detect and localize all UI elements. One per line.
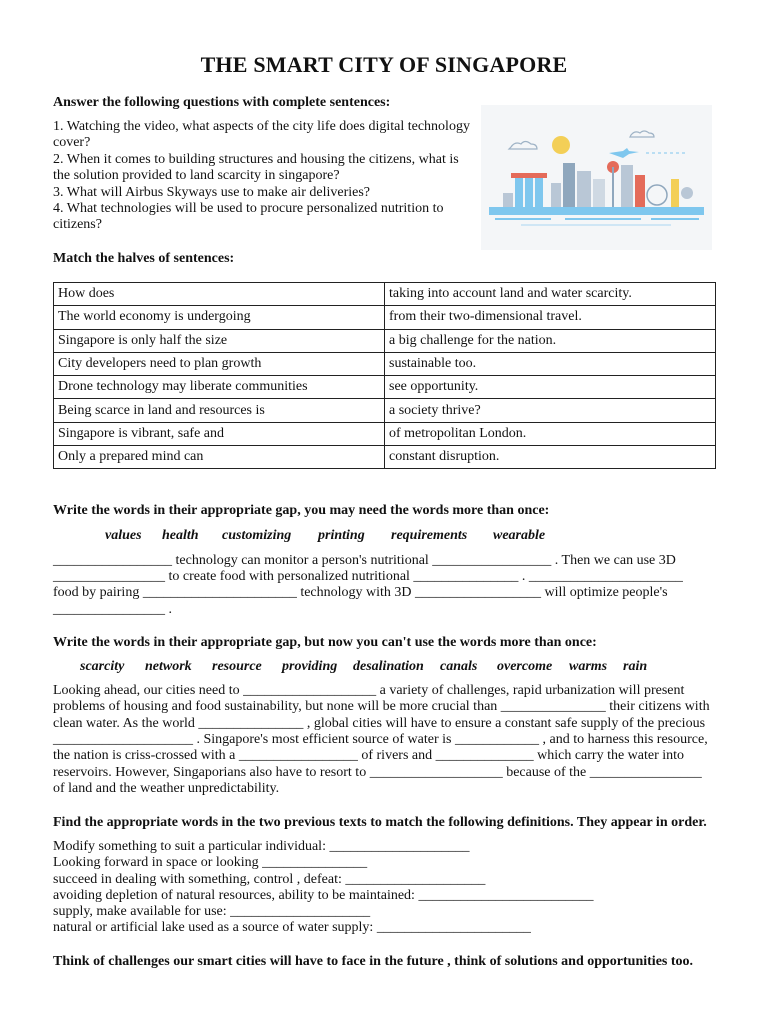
word-bank-item: network <box>145 659 192 674</box>
definition-line: Modify something to suit a particular individual: ____________________ <box>53 839 470 854</box>
definition-line: natural or artificial lake used as a source of water supply: ______________________ <box>53 920 531 935</box>
gap-text-line: Looking ahead, our cities need to ___________________ a variety of challenges, rapid urbanization will present <box>53 683 685 698</box>
word-bank-item: scarcity <box>80 659 125 674</box>
right-half: from their two-dimensional travel. <box>385 306 716 329</box>
left-half: Drone technology may liberate communities <box>54 376 385 399</box>
table-row <box>54 352 716 375</box>
gap-text-line: ____________________ . Singapore's most efficient source of water is ____________ , and to harness this resource, <box>53 732 708 747</box>
gap-text-line: ________________ to create food with personalized nutritional _______________ . ______________________ <box>53 569 683 584</box>
gap-text-line: food by pairing ______________________ technology with 3D __________________ will optimize people's <box>53 585 668 600</box>
gap-text-line: the nation is criss-crossed with a _________________ of rivers and ______________ which carry the water into <box>53 748 685 763</box>
skyline-icon <box>481 105 712 250</box>
right-half: a big challenge for the nation. <box>385 329 716 352</box>
table-row <box>54 329 716 352</box>
question-line: citizens? <box>53 217 102 233</box>
left-half: How does <box>54 283 385 306</box>
word-bank-item: desalination <box>353 659 424 674</box>
gap-text-line: _________________ technology can monitor a person's nutritional _________________ . Then we can use 3D <box>53 553 676 568</box>
table-row <box>54 446 716 469</box>
table-row <box>54 422 716 445</box>
left-half: Singapore is only half the size <box>54 329 385 352</box>
left-half: City developers need to plan growth <box>54 352 385 375</box>
word-bank-item: values <box>105 528 142 543</box>
gap-text-line: problems of housing and food sustainability, but none will be more crucial than _______________ their citizens with <box>53 699 710 714</box>
word-bank-item: resource <box>212 659 262 674</box>
table-row <box>54 283 716 306</box>
definition-line: Looking forward in space or looking _______________ <box>53 855 368 870</box>
section1-heading: Answer the following questions with complete sentences: <box>53 95 391 110</box>
word-bank-item: requirements <box>391 528 468 543</box>
section3-heading: Write the words in their appropriate gap, you may need the words more than once: <box>53 503 550 518</box>
section4-heading: Write the words in their appropriate gap, but now you can't use the words more than once: <box>53 635 597 650</box>
page-title: THE SMART CITY OF SINGAPORE <box>200 52 568 77</box>
definition-line: succeed in dealing with something, control , defeat: ____________________ <box>53 872 486 887</box>
closing-prompt: Think of challenges our smart cities will have to face in the future , think of solutions and opportunities too. <box>53 954 694 969</box>
table-row <box>54 399 716 422</box>
right-half: sustainable too. <box>385 352 716 375</box>
definition-line: avoiding depletion of natural resources, ability to be maintained: _________________________ <box>53 888 594 903</box>
right-half: taking into account land and water scarcity. <box>385 283 716 306</box>
questions-list <box>53 119 473 234</box>
right-half: see opportunity. <box>385 376 716 399</box>
question-line: 3. What will Airbus Skyways use to make air deliveries? <box>53 184 371 200</box>
word-bank-item: warms <box>569 659 608 674</box>
table-row <box>54 306 716 329</box>
gap-text-line: clean water. As the world _______________ , global cities will have to ensure a constant safe supply of the precious <box>53 716 706 731</box>
question-line: 2. When it comes to building structures and housing the citizens, what is <box>53 151 459 167</box>
word-bank-item: wearable <box>493 528 546 543</box>
word-bank-item: overcome <box>497 659 553 674</box>
word-bank-item: printing <box>318 528 365 543</box>
question-line: 1. Watching the video, what aspects of the city life does digital technology <box>53 119 470 134</box>
left-half: Singapore is vibrant, safe and <box>54 422 385 445</box>
section2-heading: Match the halves of sentences: <box>53 251 235 266</box>
word-bank-item: health <box>162 528 199 543</box>
word-bank-item: rain <box>623 659 648 674</box>
word-bank-item: providing <box>282 659 338 674</box>
question-line: cover? <box>53 135 91 151</box>
question-line: 4. What technologies will be used to procure personalized nutrition to <box>53 201 444 217</box>
question-line: the solution provided to land scarcity in singapore? <box>53 168 340 184</box>
right-half: a society thrive? <box>385 399 716 422</box>
left-half: Being scarce in land and resources is <box>54 399 385 422</box>
city-skyline-illustration <box>481 105 712 250</box>
word-bank-item: canals <box>440 659 478 674</box>
left-half: The world economy is undergoing <box>54 306 385 329</box>
right-half: of metropolitan London. <box>385 422 716 445</box>
gap-text-line: of land and the weather unpredictability. <box>53 781 280 796</box>
left-half: Only a prepared mind can <box>54 446 385 469</box>
table-row <box>54 376 716 399</box>
definition-line: supply, make available for use: ____________________ <box>53 904 371 919</box>
match-table <box>53 282 716 469</box>
word-bank-item: customizing <box>222 528 292 543</box>
section5-heading: Find the appropriate words in the two previous texts to match the following definitions. They appear in order. <box>53 815 707 830</box>
gap-text-line: reservoirs. However, Singaporians also have to resort to ___________________ because of the ________________ <box>53 765 702 780</box>
right-half: constant disruption. <box>385 446 716 469</box>
gap-text-line: ________________ . <box>53 602 172 617</box>
